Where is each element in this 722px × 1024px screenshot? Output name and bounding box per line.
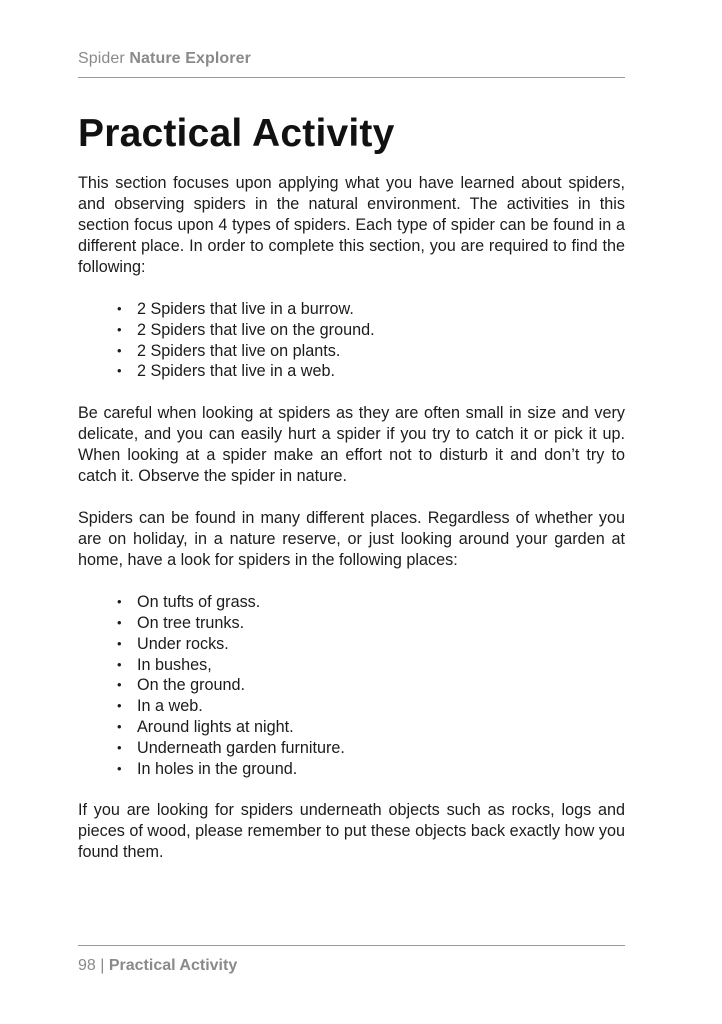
- list-item: • Under rocks.: [115, 634, 625, 655]
- list-item: • 2 Spiders that live in a burrow.: [115, 299, 625, 320]
- list-item: • On tufts of grass.: [115, 592, 625, 613]
- list-item: • On the ground.: [115, 675, 625, 696]
- places-intro-paragraph: Spiders can be found in many different places. Regardless of whether you are on holiday, in a nature reserve, or just looking around your garden at home, have a look for spiders in the following places:: [78, 509, 625, 570]
- footer-rule: [78, 945, 625, 946]
- places-list: [78, 592, 625, 779]
- list-item: • In bushes,: [115, 655, 625, 676]
- page-body: [78, 173, 625, 863]
- header-rule: [78, 77, 625, 78]
- page-title: Practical Activity: [78, 112, 395, 155]
- series-name: Nature Explorer: [129, 50, 251, 67]
- list-item: • 2 Spiders that live on plants.: [115, 341, 625, 362]
- list-item: • In holes in the ground.: [115, 759, 625, 780]
- footer-separator: |: [100, 957, 105, 974]
- footer-section-title: Practical Activity: [108, 957, 238, 974]
- list-item: • 2 Spiders that live in a web.: [115, 361, 625, 382]
- list-item: • Around lights at night.: [115, 717, 625, 738]
- intro-paragraph: This section focuses upon applying what you have learned about spiders, and observing spiders in the natural environment. The activities in this section focus upon 4 types of spiders. Each type of spider can be found in a different place. In order to complete this section, you are required to find the following:: [78, 174, 625, 276]
- page-footer: [78, 957, 237, 975]
- caution-paragraph: Be careful when looking at spiders as they are often small in size and very delicate, and you can easily hurt a spider if you try to catch it or pick it up. When looking at a spider make an effort not to disturb it and don’t try to catch it. Observe the spider in nature.: [78, 404, 625, 486]
- page-number: 98: [78, 957, 96, 974]
- find-list: [78, 299, 625, 382]
- list-item: • 2 Spiders that live on the ground.: [115, 320, 625, 341]
- list-item: • Underneath garden furniture.: [115, 738, 625, 759]
- list-item: • In a web.: [115, 696, 625, 717]
- running-header: [78, 50, 251, 68]
- closing-paragraph: If you are looking for spiders underneath objects such as rocks, logs and pieces of wood, please remember to put these objects back exactly how you found them.: [78, 801, 625, 862]
- list-item: • On tree trunks.: [115, 613, 625, 634]
- series-prefix: Spider: [78, 50, 125, 67]
